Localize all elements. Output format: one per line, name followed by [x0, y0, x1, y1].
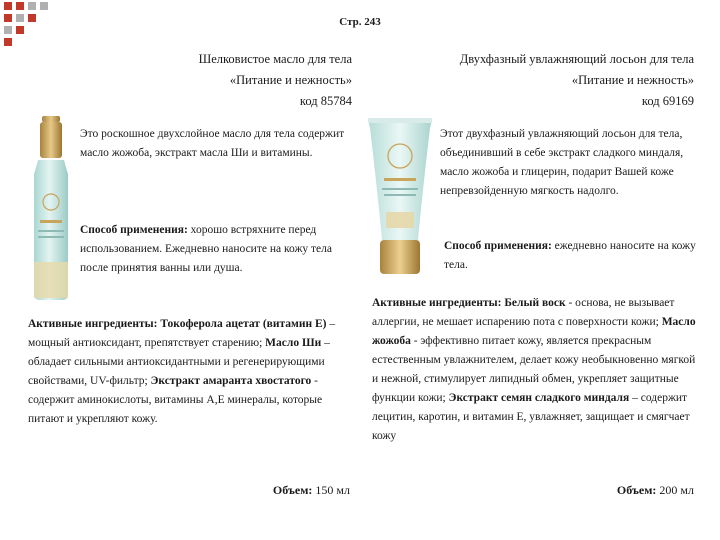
right-usage [444, 237, 698, 275]
corner-square [4, 2, 12, 10]
right-title-line3: код 69169 [641, 94, 694, 108]
left-title-line3: код 85784 [299, 94, 352, 108]
corner-square [16, 2, 24, 10]
right-volume-label: Объем: [616, 483, 657, 497]
right-ingredients [372, 294, 698, 446]
left-product-title [130, 49, 352, 112]
left-description: Это роскошное двухслойное масло для тела содержит масло жожоба, экстракт масла Ши и витамины. [80, 128, 345, 159]
right-ingredient-segment: Масло жожоба [372, 316, 696, 347]
left-ingredient-segment: - содержит аминокислоты, витамины А,Е минералы, которые питают и укрепляют кожу. [28, 375, 323, 425]
oil-bottle-image [28, 112, 74, 302]
left-ingredient-segment: Масло Ши [265, 337, 322, 349]
right-usage-label: Способ применения: [444, 240, 552, 252]
left-usage-label: Способ применения: [80, 224, 188, 236]
right-ingredient-segment: - основа, не вызывает аллергии, не мешает испарению пота с поверхности кожи; [372, 297, 675, 328]
corner-square [28, 2, 36, 10]
left-ingredients [28, 315, 350, 429]
right-product-title [380, 49, 694, 112]
right-description: Этот двухфазный увлажняющий лосьон для тела, объединивший в себе экстракт сладкого миндаля, масло жожоба и глицерин, подарит Вашей коже непревзойденную мягкость надолго. [440, 128, 684, 197]
right-usage-text: ежедневно наносите на кожу тела. [444, 240, 696, 271]
left-title-line2: «Питание и нежность» [229, 73, 352, 87]
right-ingredient-segment: – содержит лецитин, каротин, и витамин Е, увлажняет, защищает и смягчает кожу [372, 392, 690, 442]
left-ingredient-segment: – обладает сильными антиоксидантными и регенерирующими свойствами, UV-фильтр; [28, 337, 330, 387]
right-ingredient-segment: Экстракт семян сладкого миндаля [448, 392, 630, 404]
left-volume [150, 483, 350, 498]
left-volume-value: 150 мл [312, 483, 350, 497]
left-volume-label: Объем: [272, 483, 313, 497]
right-ingredient-segment: - эффективно питает кожу, является прекрасным естественным увлажнителем, делает кожу необыкновенно мягкой и нежной, стимулирует липидный обмен, укрепляет защитные функции кожи; [372, 335, 696, 404]
left-usage [80, 221, 350, 278]
corner-square [40, 2, 48, 10]
left-title-line1: Шелковистое масло для тела [198, 52, 352, 66]
right-title-line1: Двухфазный увлажняющий лосьон для тела [459, 52, 694, 66]
right-ingredient-segment: Активные ингредиенты: Белый воск [372, 297, 566, 309]
left-usage-text: хорошо встряхните перед использованием. Ежедневно наносите на кожу тела после принятия ванны или душа. [80, 224, 332, 274]
right-title-line2: «Питание и нежность» [571, 73, 694, 87]
lotion-tube-image [364, 116, 436, 278]
left-ingredient-segment: Активные ингредиенты: Токоферола ацетат (витамин Е) [28, 318, 327, 330]
left-ingredient-segment: – мощный антиоксидант, препятствует старению; [28, 318, 336, 349]
right-volume-value: 200 мл [656, 483, 694, 497]
page-number: Стр. 243 [339, 16, 381, 28]
left-ingredient-segment: Экстракт амаранта хвостатого [150, 375, 312, 387]
right-volume [494, 483, 694, 498]
corner-square [4, 38, 12, 46]
